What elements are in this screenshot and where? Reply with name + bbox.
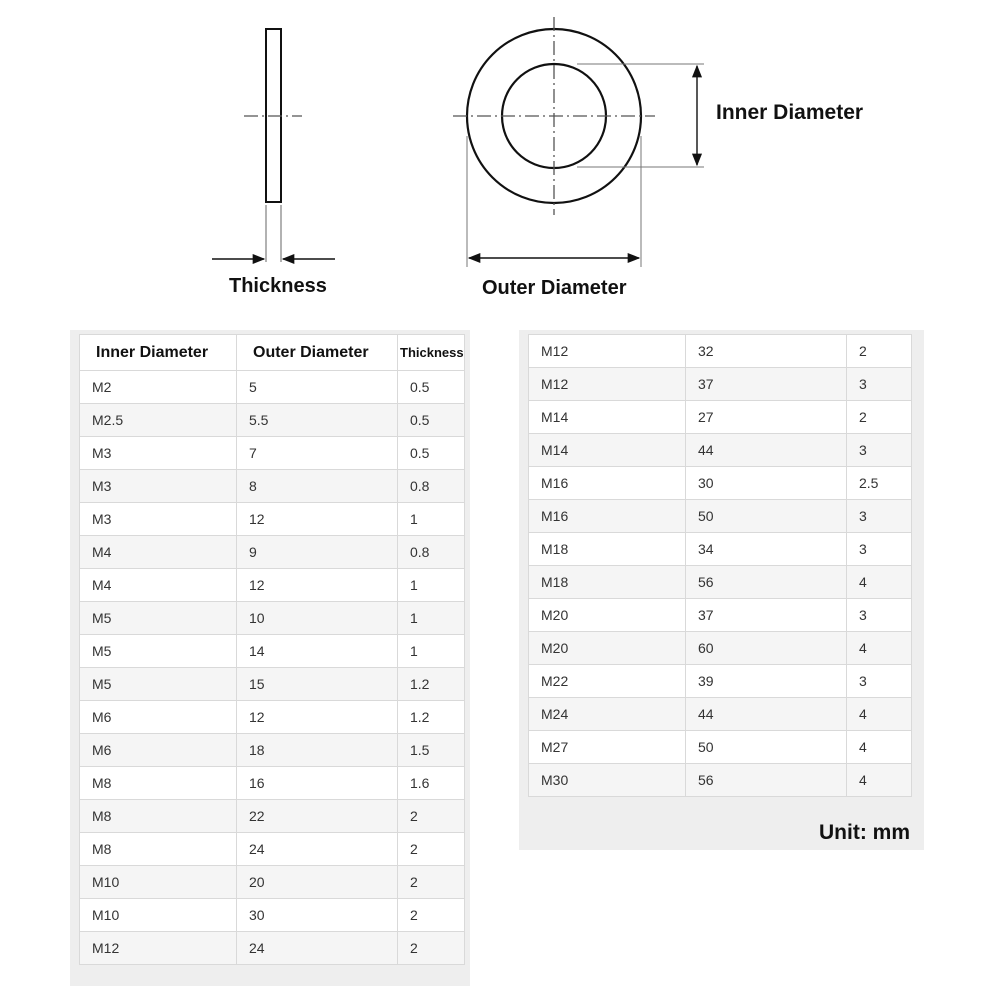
thickness-cell: 4	[847, 566, 912, 599]
inner-diameter-cell: M10	[80, 866, 237, 899]
unit-label: Unit: mm	[819, 821, 910, 844]
outer-diameter-cell: 20	[237, 866, 398, 899]
thickness-cell: 1.2	[398, 701, 465, 734]
table-row	[80, 602, 465, 635]
inner-diameter-cell: M3	[80, 503, 237, 536]
table-row	[80, 536, 465, 569]
table-row	[80, 866, 465, 899]
outer-diameter-cell: 5.5	[237, 404, 398, 437]
washer-diagram	[0, 0, 1000, 320]
table-row	[80, 734, 465, 767]
outer-diameter-cell: 30	[686, 467, 847, 500]
inner-diameter-cell: M8	[80, 767, 237, 800]
inner-diameter-cell: M18	[529, 566, 686, 599]
inner-diameter-cell: M6	[80, 701, 237, 734]
inner-diameter-cell: M3	[80, 437, 237, 470]
thickness-cell: 3	[847, 599, 912, 632]
inner-diameter-cell: M18	[529, 533, 686, 566]
table-row	[529, 401, 912, 434]
outer-diameter-cell: 5	[237, 371, 398, 404]
inner-diameter-cell: M12	[529, 335, 686, 368]
table-row	[80, 899, 465, 932]
thickness-cell: 3	[847, 434, 912, 467]
thickness-cell: 3	[847, 500, 912, 533]
table-row	[529, 335, 912, 368]
table-row	[529, 731, 912, 764]
outer-diameter-cell: 9	[237, 536, 398, 569]
thickness-cell: 0.5	[398, 437, 465, 470]
table-row	[529, 434, 912, 467]
table-row	[80, 767, 465, 800]
outer-diameter-cell: 37	[686, 599, 847, 632]
thickness-cell: 1	[398, 569, 465, 602]
outer-diameter-label: Outer Diameter	[482, 277, 627, 299]
thickness-cell: 1.2	[398, 668, 465, 701]
outer-diameter-cell: 7	[237, 437, 398, 470]
inner-diameter-cell: M2	[80, 371, 237, 404]
inner-diameter-cell: M20	[529, 632, 686, 665]
thickness-cell: 1.6	[398, 767, 465, 800]
inner-diameter-cell: M20	[529, 599, 686, 632]
outer-diameter-cell: 10	[237, 602, 398, 635]
table-row	[80, 668, 465, 701]
table-header-row	[80, 335, 465, 371]
outer-diameter-cell: 14	[237, 635, 398, 668]
thickness-cell: 2	[398, 800, 465, 833]
inner-diameter-cell: M3	[80, 470, 237, 503]
table-row	[80, 635, 465, 668]
table-row	[80, 470, 465, 503]
table-row	[529, 599, 912, 632]
thickness-cell: 4	[847, 698, 912, 731]
thickness-cell: 0.8	[398, 470, 465, 503]
washer-size-table-right	[528, 334, 912, 797]
inner-diameter-cell: M22	[529, 665, 686, 698]
right-table-panel	[519, 330, 924, 850]
inner-diameter-cell: M16	[529, 467, 686, 500]
outer-diameter-cell: 12	[237, 569, 398, 602]
inner-diameter-cell: M4	[80, 569, 237, 602]
table-row	[529, 764, 912, 797]
thickness-cell: 4	[847, 632, 912, 665]
thickness-cell: 2.5	[847, 467, 912, 500]
table-row	[80, 503, 465, 536]
table-row	[529, 533, 912, 566]
thickness-label: Thickness	[229, 275, 327, 297]
outer-diameter-cell: 12	[237, 503, 398, 536]
outer-diameter-cell: 27	[686, 401, 847, 434]
outer-diameter-cell: 56	[686, 566, 847, 599]
table-row	[80, 833, 465, 866]
table-row	[80, 800, 465, 833]
outer-diameter-cell: 44	[686, 434, 847, 467]
inner-diameter-cell: M10	[80, 899, 237, 932]
inner-diameter-cell: M5	[80, 602, 237, 635]
thickness-cell: 1.5	[398, 734, 465, 767]
table-row	[80, 371, 465, 404]
thickness-cell: 0.5	[398, 404, 465, 437]
outer-diameter-cell: 44	[686, 698, 847, 731]
thickness-cell: 2	[847, 401, 912, 434]
inner-diameter-cell: M12	[80, 932, 237, 965]
table-row	[529, 467, 912, 500]
table-row	[529, 632, 912, 665]
table-row	[80, 569, 465, 602]
inner-diameter-label: Inner Diameter	[716, 101, 864, 124]
thickness-cell: 2	[398, 866, 465, 899]
outer-diameter-cell: 12	[237, 701, 398, 734]
thickness-cell: 3	[847, 368, 912, 401]
inner-diameter-cell: M8	[80, 800, 237, 833]
header-outer-diameter: Outer Diameter	[237, 335, 398, 371]
table-row	[80, 404, 465, 437]
inner-diameter-cell: M8	[80, 833, 237, 866]
inner-diameter-cell: M30	[529, 764, 686, 797]
table-row	[529, 500, 912, 533]
thickness-cell: 2	[398, 932, 465, 965]
thickness-cell: 4	[847, 764, 912, 797]
left-table-body	[80, 371, 465, 965]
outer-diameter-cell: 24	[237, 932, 398, 965]
inner-diameter-cell: M27	[529, 731, 686, 764]
header-inner-diameter: Inner Diameter	[80, 335, 237, 371]
thickness-cell: 0.8	[398, 536, 465, 569]
table-row	[529, 698, 912, 731]
right-table-body	[529, 335, 912, 797]
thickness-cell: 1	[398, 602, 465, 635]
left-table-panel	[70, 330, 470, 986]
outer-diameter-cell: 34	[686, 533, 847, 566]
table-row	[529, 566, 912, 599]
thickness-cell: 1	[398, 503, 465, 536]
table-row	[529, 368, 912, 401]
thickness-cell: 3	[847, 533, 912, 566]
washer-side-view	[212, 29, 335, 262]
inner-diameter-cell: M5	[80, 635, 237, 668]
outer-diameter-cell: 32	[686, 335, 847, 368]
outer-diameter-cell: 30	[237, 899, 398, 932]
washer-size-table-left	[79, 334, 465, 965]
inner-diameter-cell: M2.5	[80, 404, 237, 437]
outer-diameter-cell: 50	[686, 731, 847, 764]
outer-diameter-cell: 39	[686, 665, 847, 698]
outer-diameter-cell: 24	[237, 833, 398, 866]
table-row	[529, 665, 912, 698]
outer-diameter-cell: 15	[237, 668, 398, 701]
outer-diameter-cell: 8	[237, 470, 398, 503]
outer-diameter-cell: 56	[686, 764, 847, 797]
outer-diameter-cell: 60	[686, 632, 847, 665]
outer-diameter-cell: 18	[237, 734, 398, 767]
inner-diameter-cell: M12	[529, 368, 686, 401]
thickness-cell: 3	[847, 665, 912, 698]
thickness-cell: 4	[847, 731, 912, 764]
inner-diameter-cell: M16	[529, 500, 686, 533]
thickness-cell: 0.5	[398, 371, 465, 404]
outer-diameter-cell: 16	[237, 767, 398, 800]
table-row	[80, 437, 465, 470]
thickness-cell: 2	[398, 899, 465, 932]
washer-front-view	[453, 17, 704, 267]
inner-diameter-cell: M14	[529, 434, 686, 467]
inner-diameter-cell: M14	[529, 401, 686, 434]
outer-diameter-cell: 22	[237, 800, 398, 833]
table-row	[80, 932, 465, 965]
thickness-cell: 1	[398, 635, 465, 668]
thickness-cell: 2	[847, 335, 912, 368]
inner-diameter-cell: M4	[80, 536, 237, 569]
thickness-cell: 2	[398, 833, 465, 866]
header-thickness: Thickness	[398, 335, 465, 371]
outer-diameter-cell: 37	[686, 368, 847, 401]
inner-diameter-cell: M6	[80, 734, 237, 767]
table-row	[80, 701, 465, 734]
inner-diameter-cell: M5	[80, 668, 237, 701]
outer-diameter-cell: 50	[686, 500, 847, 533]
inner-diameter-cell: M24	[529, 698, 686, 731]
